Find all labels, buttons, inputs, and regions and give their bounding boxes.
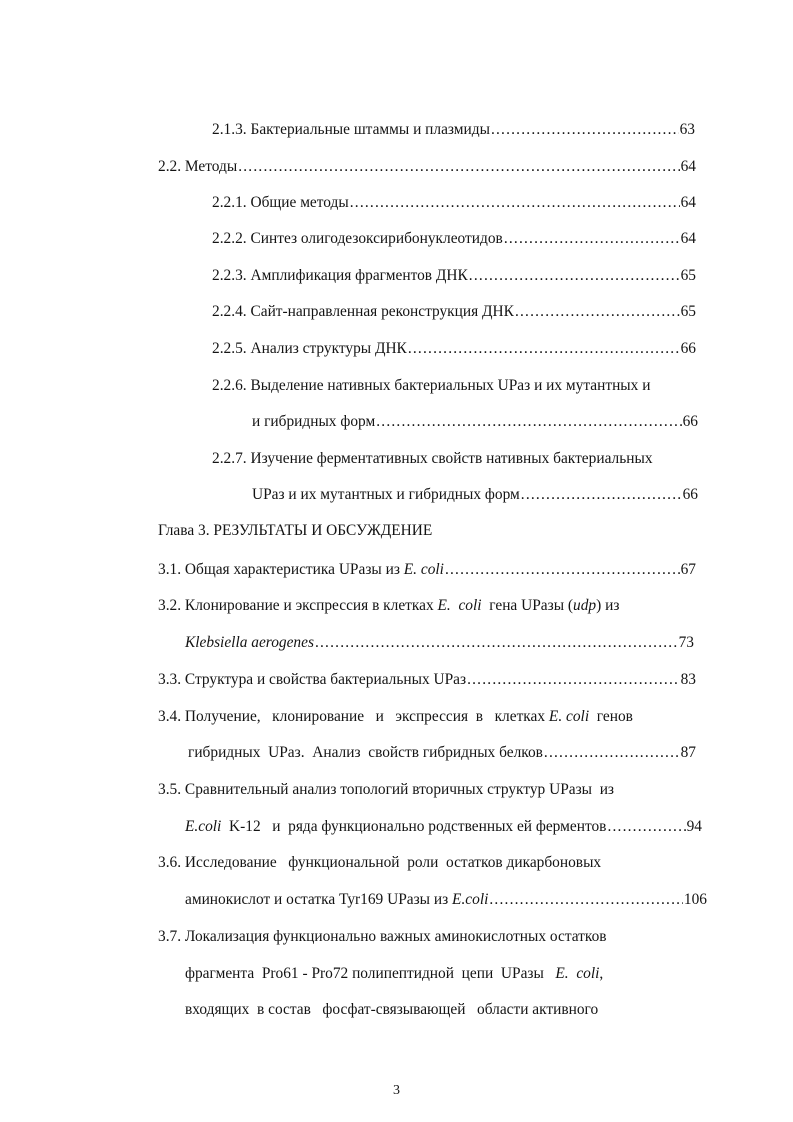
toc-leader-dots xyxy=(376,412,681,432)
toc-leader-dots xyxy=(491,120,679,140)
toc-entry-2-2-7-line2[interactable] xyxy=(252,485,698,505)
toc-entry-title: 2.2.2. Синтез олигодезоксирибонуклеотидов xyxy=(212,230,503,247)
toc-leader-dots xyxy=(238,157,679,177)
page-number: 3 xyxy=(393,1083,400,1098)
toc-leader-dots xyxy=(445,560,680,580)
toc-entry-title-italic: E. coli xyxy=(403,561,444,578)
toc-entry-3-6-line2[interactable] xyxy=(185,890,707,910)
toc-leader-dots xyxy=(515,302,680,322)
toc-entry-2-2-2[interactable] xyxy=(212,229,696,249)
toc-page-number: 106 xyxy=(683,891,707,908)
toc-page-number: 64 xyxy=(680,194,696,211)
toc-text: аминокислот и остатка Tyr169 UPазы из xyxy=(185,891,453,908)
toc-leader-dots xyxy=(315,633,678,653)
toc-entry-title: 2.2.4. Сайт-направленная реконструкция ДНК xyxy=(212,303,514,320)
toc-entry-title: 2.2. Методы xyxy=(158,158,238,175)
toc-entry-title-text: 3.1. Общая характеристика UPазы из xyxy=(158,561,400,578)
toc-entry-3-4-line2[interactable] xyxy=(188,743,696,763)
toc-page-number: 66 xyxy=(682,413,698,430)
toc-entry-title: 2.2.1. Общие методы xyxy=(212,194,349,211)
toc-entry-title: и гибридных форм xyxy=(252,413,376,430)
toc-page-number: 65 xyxy=(680,267,696,284)
toc-text: K-12 и ряда функционально родственных ей ферментов xyxy=(221,818,607,835)
toc-leader-dots xyxy=(489,890,683,910)
toc-text-italic: E.coli xyxy=(185,818,222,835)
toc-text-italic: E. coli xyxy=(555,965,600,982)
toc-text-italic: E. coli xyxy=(437,597,482,614)
toc-entry-3-2-line2[interactable] xyxy=(185,633,694,653)
toc-entry-3-5-line2[interactable] xyxy=(185,817,702,837)
toc-leader-dots xyxy=(408,339,680,359)
toc-page-number: 87 xyxy=(680,744,696,761)
toc-entry-title-italic: Klebsiella aerogenes xyxy=(185,634,314,651)
toc-entry-title: 2.1.3. Бактериальные штаммы и плазмиды xyxy=(212,121,490,138)
toc-page-number: 73 xyxy=(678,634,694,651)
toc-entry-2-2-1[interactable] xyxy=(212,193,696,213)
toc-page-number: 66 xyxy=(680,340,696,357)
toc-entry-title: UPаз и их мутантных и гибридных форм xyxy=(252,486,520,503)
toc-entry-2-2-5[interactable] xyxy=(212,339,696,359)
toc-entry-3-2-line1[interactable] xyxy=(158,596,619,616)
toc-leader-dots xyxy=(504,229,680,249)
toc-entry-2-1-3[interactable] xyxy=(212,120,695,140)
toc-leader-dots xyxy=(467,670,680,690)
toc-entry-2-2-6-line1[interactable]: 2.2.6. Выделение нативных бактериальных UPаз и их мутантных и xyxy=(212,377,651,394)
toc-leader-dots xyxy=(544,743,680,763)
toc-page-number: 66 xyxy=(682,486,698,503)
toc-entry-3-7-line1[interactable]: 3.7. Локализация функционально важных аминокислотных остатков xyxy=(158,928,607,945)
toc-entry-3-1[interactable] xyxy=(158,560,696,580)
toc-entry-2-2-3[interactable] xyxy=(212,266,696,286)
toc-text: ) из xyxy=(596,597,620,614)
toc-page-number: 94 xyxy=(686,818,702,835)
toc-page-number: 64 xyxy=(680,230,696,247)
toc-leader-dots xyxy=(350,193,680,213)
toc-entry-3-7-line3[interactable]: входящих в состав фосфат-связывающей области активного xyxy=(185,1001,599,1018)
toc-entry-2-2-6-line2[interactable] xyxy=(252,412,698,432)
toc-entry-3-3[interactable] xyxy=(158,670,696,690)
toc-text: гена UPазы ( xyxy=(481,597,574,614)
toc-text: , xyxy=(599,965,604,982)
toc-entry-title xyxy=(158,560,444,580)
toc-page-number: 65 xyxy=(680,303,696,320)
toc-text-italic: udp xyxy=(573,597,597,614)
toc-leader-dots xyxy=(521,485,682,505)
toc-text-italic: E. coli xyxy=(548,708,590,725)
toc-text: 3.2. Клонирование и экспрессия в клетках xyxy=(158,597,438,614)
toc-entry-title: 2.2.5. Анализ структуры ДНК xyxy=(212,340,407,357)
toc-entry-3-7-line2[interactable] xyxy=(185,964,603,984)
chapter-3-heading[interactable]: Глава 3. РЕЗУЛЬТАТЫ И ОБСУЖДЕНИЕ xyxy=(158,522,433,539)
toc-text-italic: E.coli xyxy=(452,891,489,908)
toc-text: 3.4. Получение, клонирование и экспрессия в клетках xyxy=(158,708,549,725)
toc-text: фрагмента Pro61 - Pro72 полипептидной цепи UPазы xyxy=(185,965,556,982)
toc-entry-title xyxy=(185,890,488,910)
toc-entry-3-5-line1[interactable]: 3.5. Сравнительный анализ топологий вторичных структур UPазы из xyxy=(158,781,615,798)
toc-leader-dots xyxy=(469,266,680,286)
toc-entry-2-2[interactable] xyxy=(158,157,696,177)
toc-page-number: 64 xyxy=(680,158,696,175)
toc-entry-title: гибридных UPаз. Анализ свойств гибридных белков xyxy=(188,744,543,761)
toc-text: генов xyxy=(589,708,633,725)
toc-entry-title: 2.2.3. Амплификация фрагментов ДНК xyxy=(212,267,468,284)
toc-entry-2-2-4[interactable] xyxy=(212,302,696,322)
toc-page-number: 83 xyxy=(680,671,696,688)
toc-entry-3-6-line1[interactable]: 3.6. Исследование функциональной роли остатков дикарбоновых xyxy=(158,854,602,871)
toc-page-number: 63 xyxy=(679,121,695,138)
toc-entry-2-2-7-line1[interactable]: 2.2.7. Изучение ферментативных свойств нативных бактериальных xyxy=(212,450,653,467)
toc-leader-dots xyxy=(607,817,685,837)
toc-entry-title xyxy=(185,817,606,837)
toc-entry-title: 3.3. Структура и свойства бактериальных UPаз xyxy=(158,671,467,688)
toc-page-number: 67 xyxy=(680,561,696,578)
toc-entry-3-4-line1[interactable] xyxy=(158,707,633,727)
